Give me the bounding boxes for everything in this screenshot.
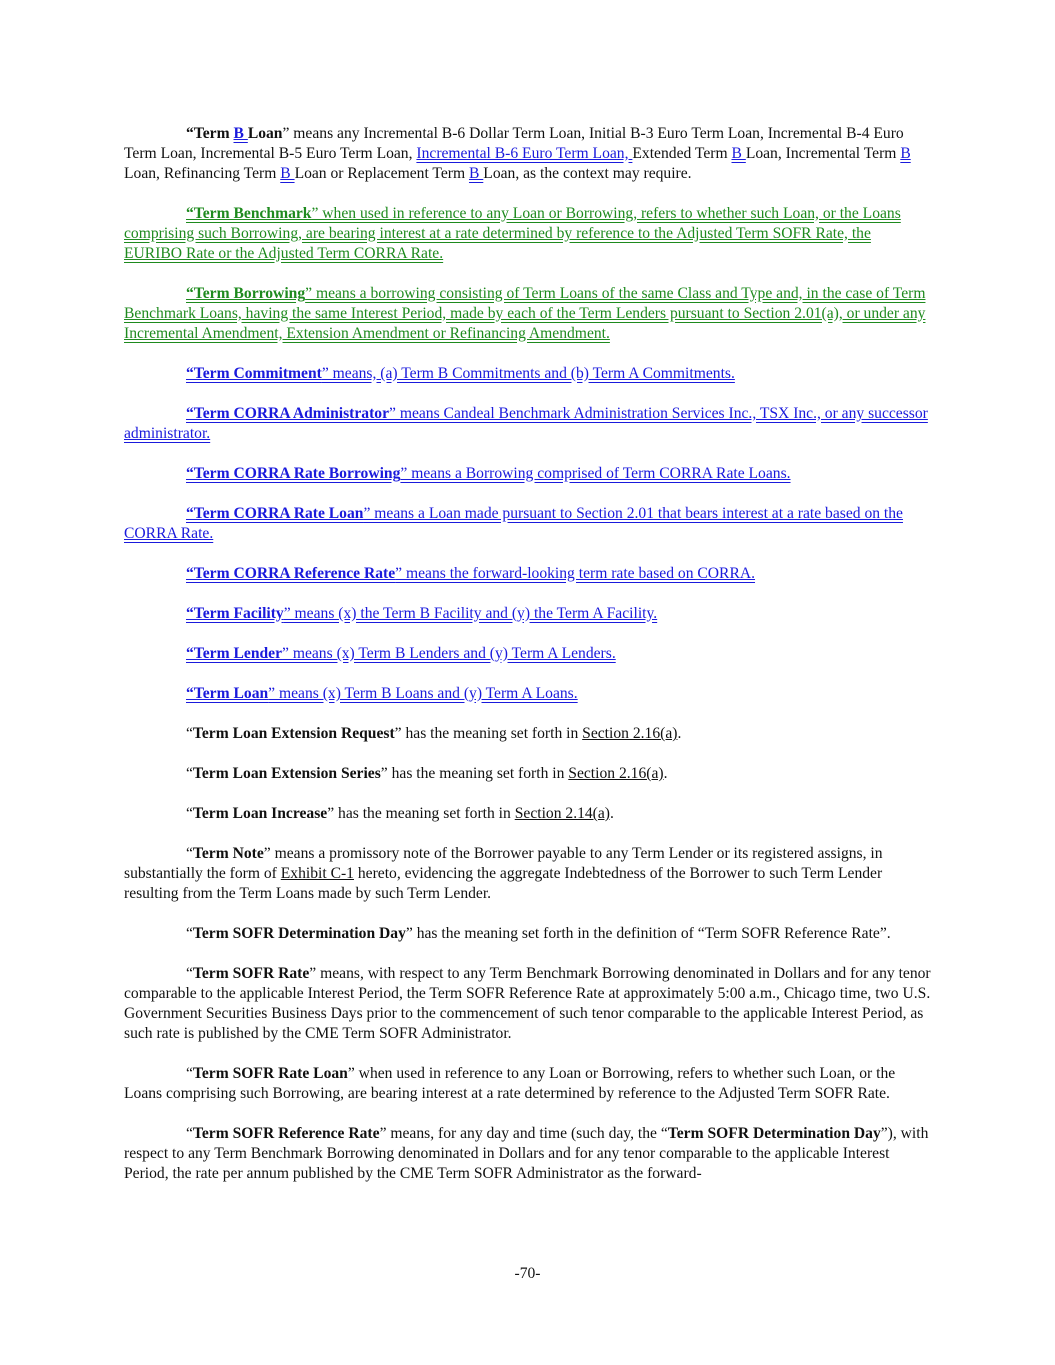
definition-term-b-loan <box>124 124 932 184</box>
definition-term-sofr-determination-day <box>124 924 932 944</box>
term-label: “Term Borrowing <box>186 285 306 302</box>
term-label: “Term CORRA Rate Loan <box>186 505 364 522</box>
definition-term-lender <box>124 644 932 664</box>
definition-text: ” means Candeal Benchmark Administration Services Inc., TSX Inc., or any successor administrator. <box>124 405 928 442</box>
open-quote: “ <box>186 1065 193 1082</box>
page-number: -70- <box>514 1265 541 1282</box>
inserted-text: B <box>731 145 746 162</box>
definition-term-commitment <box>124 364 932 384</box>
definition-term-sofr-rate <box>124 964 932 1044</box>
definition-term-loan <box>124 684 932 704</box>
definition-term-loan-increase <box>124 804 932 824</box>
definition-text: ” means a Loan made pursuant to Section 2.01 that bears interest at a rate based on the CORRA Rate. <box>124 505 903 542</box>
definition-text: ” means the forward-looking term rate based on CORRA. <box>395 565 756 582</box>
section-reference-link[interactable]: Section 2.14(a) <box>514 805 610 822</box>
definition-text: hereto, evidencing the aggregate Indebtedness of the Borrower to such Term Lender resulting from the Term Loans made by such Term Lender. <box>124 865 883 902</box>
term-label: Term Loan Extension Series <box>192 765 381 782</box>
definition-text: ”), with respect to any Term Benchmark Borrowing denominated in Dollars and for any tenor comparable to the applicable Interest Period, the rate per annum published by the CME Term SOFR Administrator as the forward- <box>124 1125 929 1182</box>
definition-text: ” means (x) Term B Lenders and (y) Term A Lenders. <box>282 645 616 662</box>
definition-text: Loan, Incremental Term <box>745 145 901 162</box>
definition-term-facility <box>124 604 932 624</box>
term-label: “Term Commitment <box>186 365 322 382</box>
definition-text: ” means a promissory note of the Borrower payable to any Term Lender or its registered assigns, in substantially the form of <box>124 845 883 882</box>
term-label: “Term Benchmark <box>186 205 312 222</box>
definition-text: ” means (x) the Term B Facility and (y) the Term A Facility. <box>283 605 658 622</box>
term-label: “Term CORRA Reference Rate <box>186 565 396 582</box>
definition-term-loan-extension-request <box>124 724 932 744</box>
document-page <box>124 124 932 1204</box>
term-label: Term Loan Increase <box>192 805 328 822</box>
definition-text: ” means a Borrowing comprised of Term CORRA Rate Loans. <box>400 465 791 482</box>
definition-text: Loan, as the context may require. <box>483 165 692 182</box>
definition-term-benchmark <box>124 204 932 264</box>
definition-text: ” means, for any day and time (such day, the “ <box>379 1125 668 1142</box>
definition-term-sofr-rate-loan <box>124 1064 932 1104</box>
term-label: Term SOFR Determination Day <box>192 925 406 942</box>
term-label: “Term Facility <box>186 605 284 622</box>
definition-text: ” means, (a) Term B Commitments and (b) Term A Commitments. <box>321 365 735 382</box>
open-quote: “ <box>186 1125 193 1142</box>
inserted-text: Incremental B-6 Euro Term Loan, <box>416 145 633 162</box>
inserted-text: B <box>900 145 911 162</box>
definition-text: . <box>663 765 668 782</box>
definition-text: ” means any Incremental B-6 Dollar Term Loan, Initial B-3 Euro Term Loan, Incremental B-4 Euro Term Loan, Incremental B-5 Euro Term Loan, <box>124 125 904 162</box>
open-quote: “ <box>186 725 193 742</box>
term-label: Term SOFR Determination Day <box>667 1125 881 1142</box>
open-quote: “ <box>186 765 193 782</box>
exhibit-reference-link[interactable]: Exhibit C-1 <box>280 865 354 882</box>
definition-text: ” means a borrowing consisting of Term Loans of the same Class and Type and, in the case of Term Benchmark Loans, having the same Interest Period, made by each of the Term Lenders pursuant to Section 2.01(a), or under any Incremental Amendment, Extension Amendment or Refinancing Amendment. <box>124 285 926 342</box>
definition-term-corra-reference-rate <box>124 564 932 584</box>
definition-text: . <box>610 805 614 822</box>
inserted-text: B <box>468 165 484 182</box>
term-label: Term Loan Extension Request <box>192 725 395 742</box>
definition-text: ” when used in reference to any Loan or Borrowing, refers to whether such Loan, or the Loans comprising such Borrowing, are bearing interest at a rate determined by reference to the Adjusted Term SOFR Rate, the EURIBO Rate or the Adjusted Term CORRA Rate. <box>124 205 901 262</box>
definition-text: ” when used in reference to any Loan or Borrowing, refers to whether such Loan, or the Loans comprising such Borrowing, are bearing interest at a rate determined by reference to the Adjusted Term SOFR Rate. <box>124 1065 896 1102</box>
definition-text: ” has the meaning set forth in <box>394 725 583 742</box>
definition-text: Loan, Refinancing Term <box>124 165 281 182</box>
term-label: Loan <box>247 125 283 142</box>
open-quote: “ <box>186 925 193 942</box>
definition-text: ” means, with respect to any Term Benchmark Borrowing denominated in Dollars and for any tenor comparable to the applicable Interest Period, the Term SOFR Reference Rate at approximately 5:00 a.m., Chicago time, two U.S. Government Securities Business Days prior to the commencement of such tenor comparable to the applicable Interest Period, as such rate is published by the CME Term SOFR Administrator. <box>124 965 931 1042</box>
definition-text: ” has the meaning set forth in <box>380 765 569 782</box>
section-reference-link[interactable]: Section 2.16(a) <box>582 725 678 742</box>
term-label: “Term CORRA Rate Borrowing <box>186 465 401 482</box>
open-quote: “ <box>186 965 193 982</box>
term-label: Term SOFR Reference Rate <box>192 1125 380 1142</box>
term-label: “Term Loan <box>186 685 269 702</box>
definition-text: Extended Term <box>632 145 732 162</box>
section-reference-link[interactable]: Section 2.16(a) <box>568 765 664 782</box>
term-label: Term SOFR Rate <box>192 965 310 982</box>
definition-text: ” means (x) Term B Loans and (y) Term A Loans. <box>268 685 578 702</box>
definition-text: . <box>677 725 682 742</box>
inserted-text: B <box>233 125 248 142</box>
definition-term-corra-administrator <box>124 404 932 444</box>
open-quote: “ <box>186 805 193 822</box>
definition-term-corra-rate-loan <box>124 504 932 544</box>
definition-text: Loan or Replacement Term <box>294 165 469 182</box>
definition-term-sofr-reference-rate <box>124 1124 932 1184</box>
term-label: Term SOFR Rate Loan <box>192 1065 348 1082</box>
inserted-text: B <box>280 165 295 182</box>
definition-term-corra-rate-borrowing <box>124 464 932 484</box>
definition-term-note <box>124 844 932 904</box>
term-label: “Term Lender <box>186 645 283 662</box>
definition-term-borrowing <box>124 284 932 344</box>
term-label: “Term CORRA Administrator <box>186 405 389 422</box>
term-label: “Term <box>186 125 234 142</box>
definition-term-loan-extension-series <box>124 764 932 784</box>
term-label: Term Note <box>192 845 264 862</box>
open-quote: “ <box>186 845 193 862</box>
definition-text: ” has the meaning set forth in the definition of “Term SOFR Reference Rate”. <box>405 925 891 942</box>
definition-text: ” has the meaning set forth in <box>327 805 515 822</box>
